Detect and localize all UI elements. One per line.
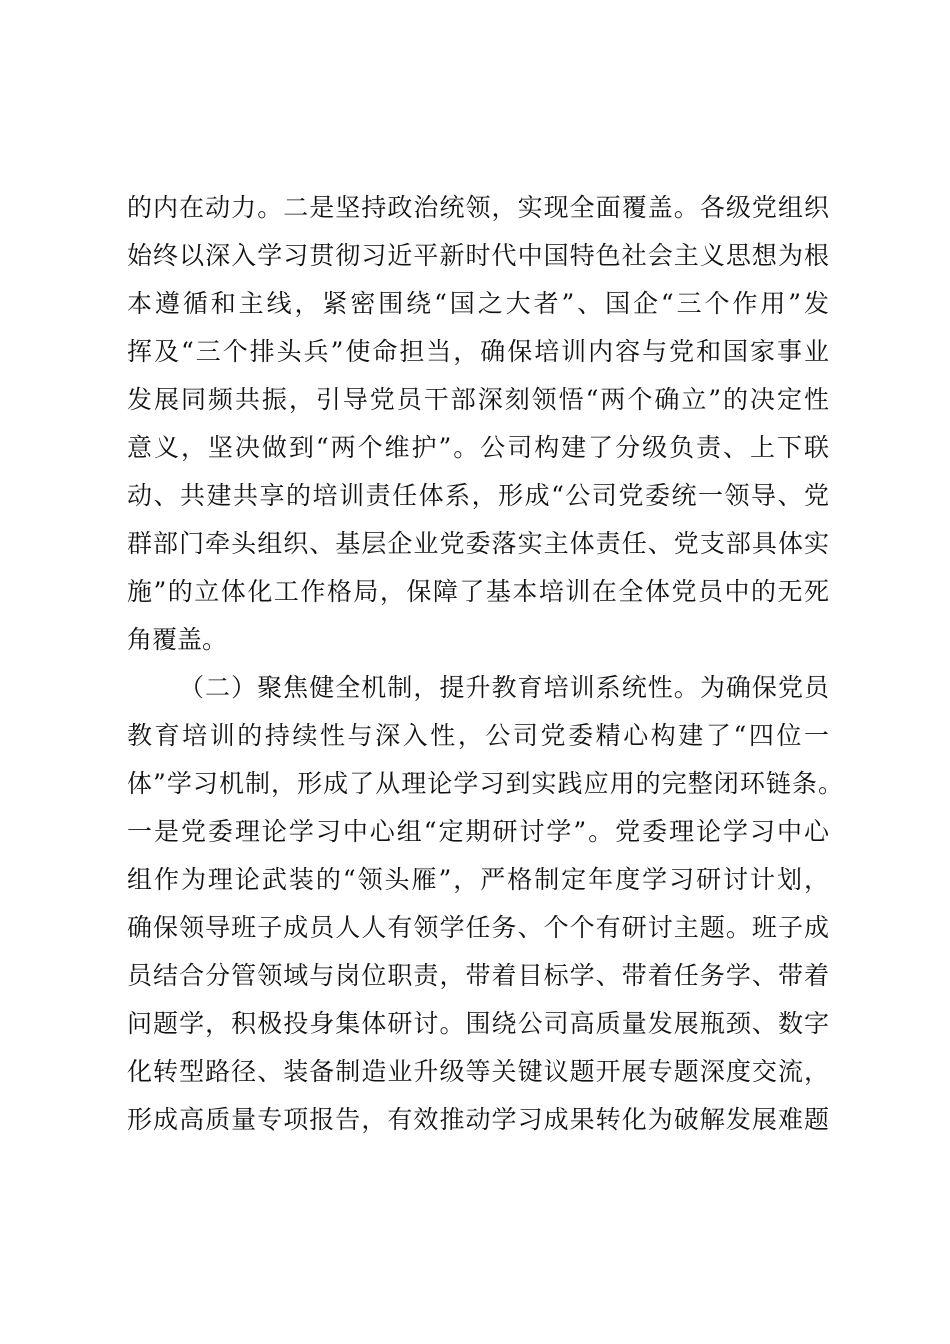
text-line: 问题学，积极投身集体研讨。围绕公司高质量发展瓶颈、数字 bbox=[127, 1009, 829, 1038]
text-line: 动、共建共享的培训责任体系，形成“公司党委统一领导、党 bbox=[127, 481, 829, 510]
text-line: 群部门牵头组织、基层企业党委落实主体责任、党支部具体实 bbox=[127, 529, 829, 558]
text-line: 始终以深入学习贯彻习近平新时代中国特色社会主义思想为根 bbox=[127, 241, 829, 270]
document-page bbox=[127, 184, 843, 1144]
text-line: 角覆盖。 bbox=[127, 625, 228, 654]
text-line: 确保领导班子成员人人有领学任务、个个有研讨主题。班子成 bbox=[127, 913, 829, 942]
text-line: 形成高质量专项报告，有效推动学习成果转化为破解发展难题 bbox=[127, 1105, 829, 1134]
section-heading-line: （二）聚焦健全机制，提升教育培训系统性。为确保党员 bbox=[179, 673, 829, 702]
paragraph-1 bbox=[127, 184, 829, 664]
paragraph-2 bbox=[127, 664, 843, 1144]
text-line: 一是党委理论学习中心组“定期研讨学”。党委理论学习中心 bbox=[127, 817, 829, 846]
text-line: 教育培训的持续性与深入性，公司党委精心构建了“四位一 bbox=[127, 721, 829, 750]
text-line: 发展同频共振，引导党员干部深刻领悟“两个确立”的决定性 bbox=[127, 385, 829, 414]
text-line: 员结合分管领域与岗位职责，带着目标学、带着任务学、带着 bbox=[127, 961, 829, 990]
text-line: 挥及“三个排头兵”使命担当，确保培训内容与党和国家事业 bbox=[127, 337, 829, 366]
text-line: 本遵循和主线，紧密围绕“国之大者”、国企“三个作用”发 bbox=[127, 289, 829, 318]
text-line: 体”学习机制，形成了从理论学习到实践应用的完整闭环链条。 bbox=[127, 769, 843, 798]
text-line: 组作为理论武装的“领头雁”，严格制定年度学习研讨计划， bbox=[127, 865, 829, 894]
text-line: 施”的立体化工作格局，保障了基本培训在全体党员中的无死 bbox=[127, 577, 829, 606]
text-line: 化转型路径、装备制造业升级等关键议题开展专题深度交流， bbox=[127, 1057, 829, 1086]
text-line: 的内在动力。二是坚持政治统领，实现全面覆盖。各级党组织 bbox=[127, 193, 829, 222]
text-line: 意义，坚决做到“两个维护”。公司构建了分级负责、上下联 bbox=[127, 433, 829, 462]
